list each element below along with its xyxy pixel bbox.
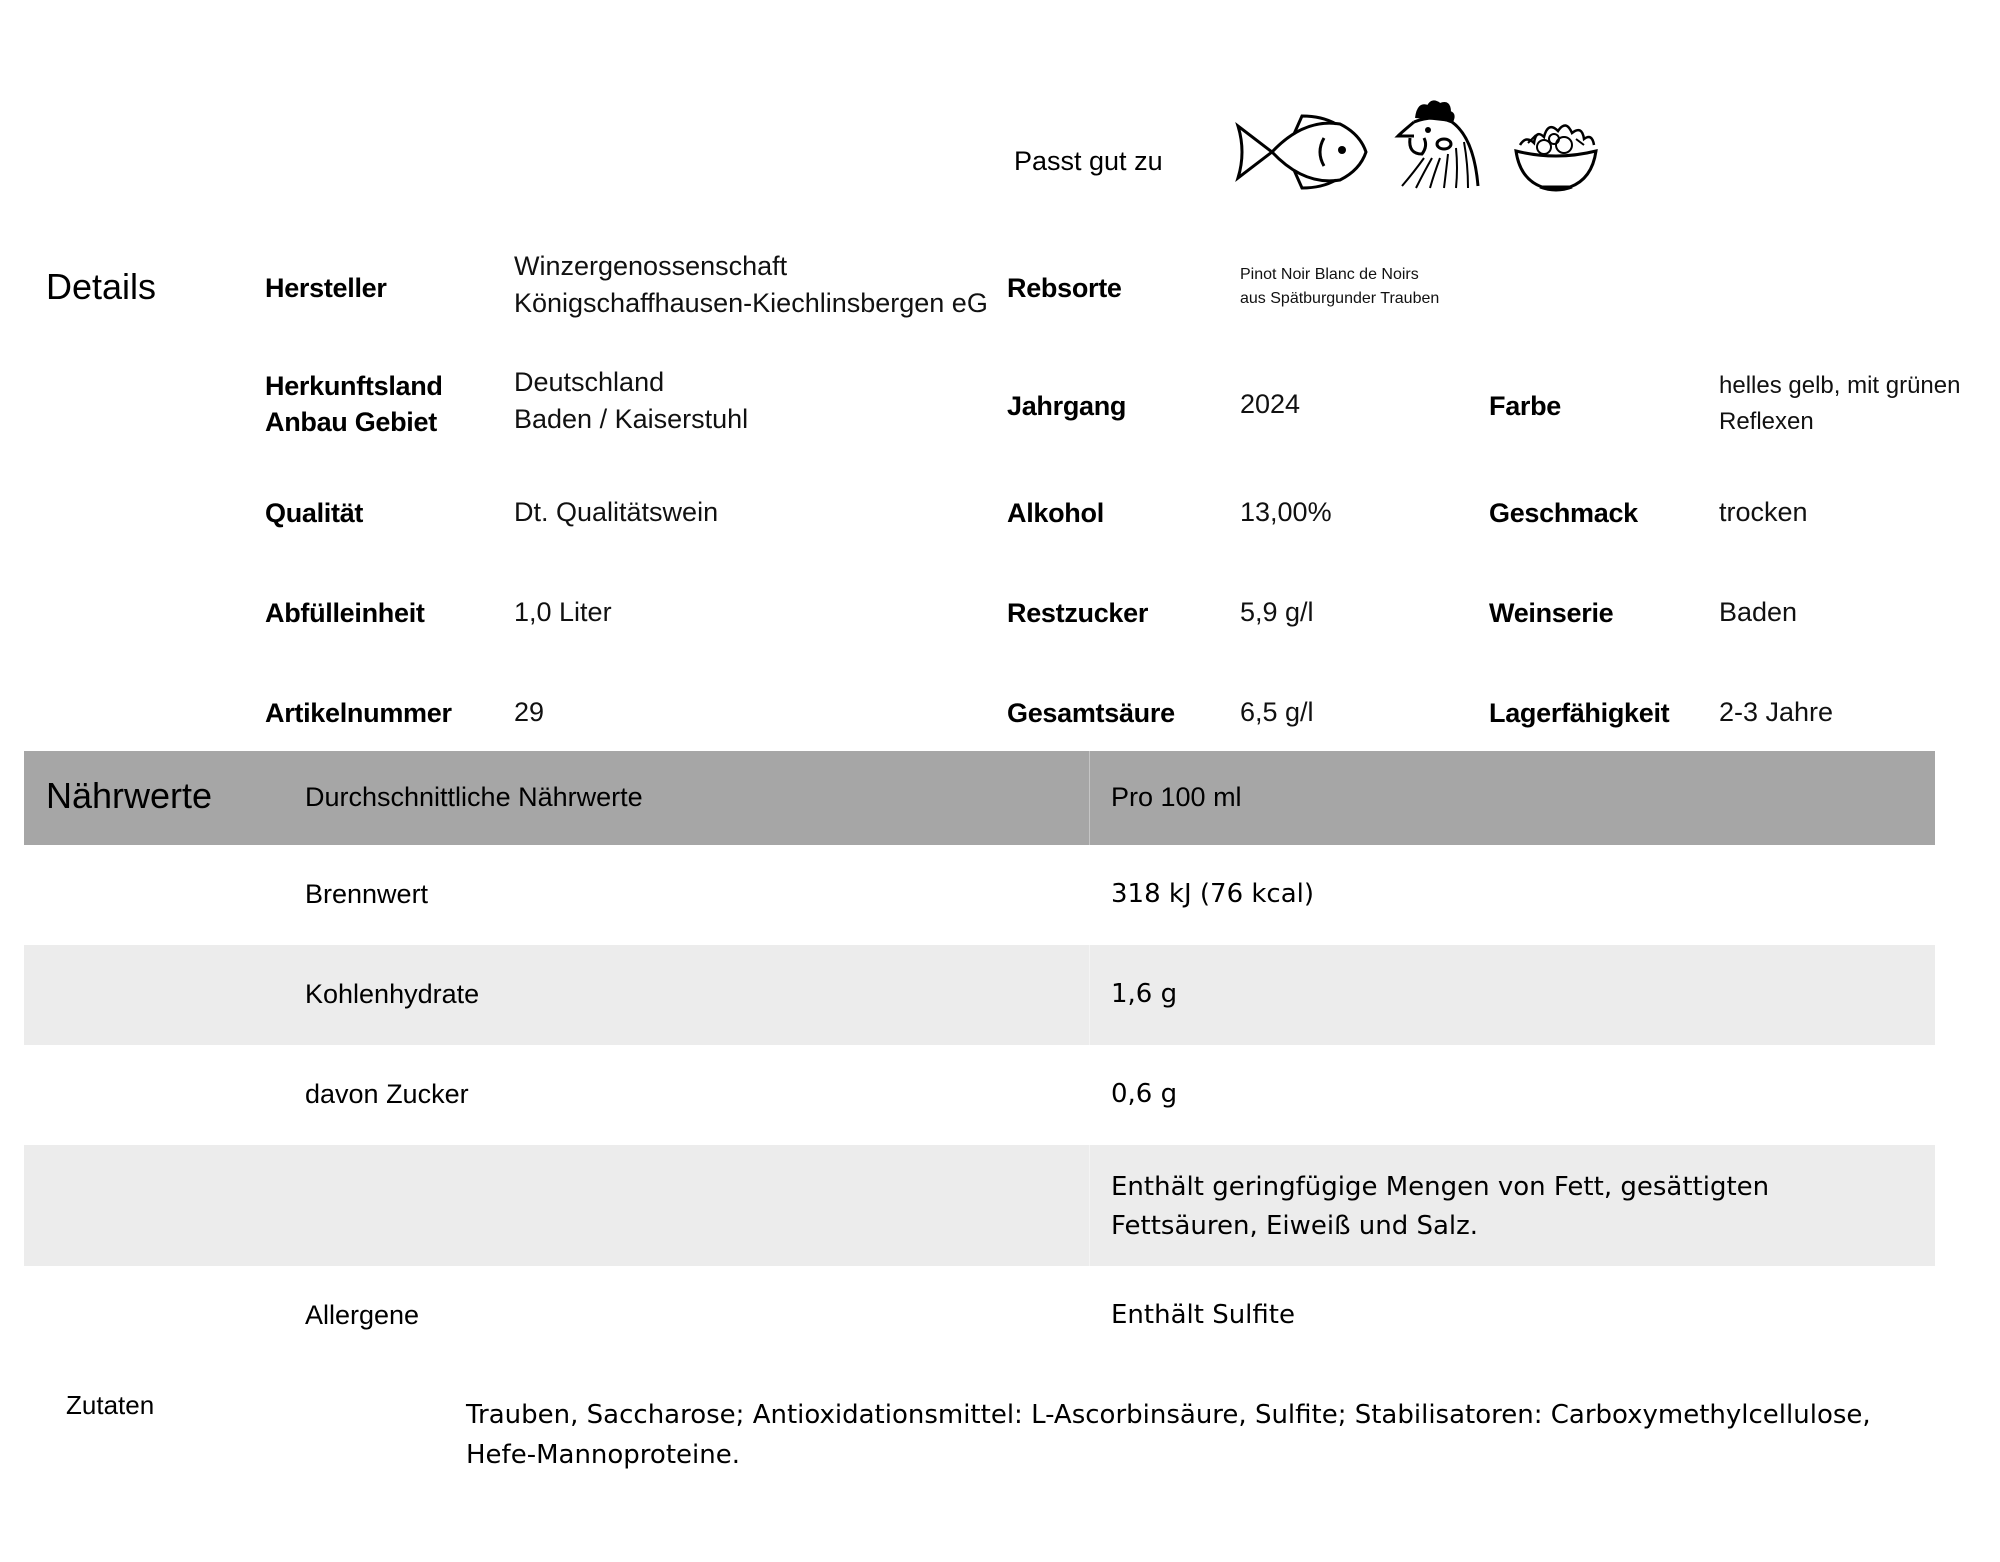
pairing-title: Passt gut zu (1014, 146, 1163, 176)
fish-icon (1232, 112, 1368, 192)
rebsorte-label: Rebsorte (1007, 273, 1122, 303)
herkunft-label (265, 368, 443, 440)
ingredients-title: Zutaten (66, 1390, 155, 1420)
gesamtsaeure-label: Gesamtsäure (1007, 698, 1175, 728)
restzucker-label: Restzucker (1007, 598, 1149, 628)
abfuelleinheit-value: 1,0 Liter (514, 597, 612, 627)
ingredients-text: Trauben, Saccharose; Antioxidationsmittel: L-Ascorbinsäure, Sulfite; Stabilisatoren: Carboxymethylcellulose, Hefe-Mannoproteine. (466, 1400, 1871, 1470)
hersteller-value-line2: Königschaffhausen-Kiechlinsbergen eG (514, 288, 988, 318)
alkohol-label: Alkohol (1007, 498, 1104, 528)
anbaugebiet-label: Anbau Gebiet (265, 407, 437, 437)
hersteller-value-line1: Winzergenossenschaft (514, 251, 788, 281)
jahrgang-value: 2024 (1240, 389, 1301, 419)
farbe-value (1719, 368, 1960, 440)
nutrient-value: 1,6 g (1111, 979, 1178, 1009)
weinserie-label: Weinserie (1489, 598, 1614, 628)
table-row (24, 1266, 1935, 1360)
gesamtsaeure-value: 6,5 g/l (1240, 697, 1314, 727)
rebsorte-value (1240, 263, 1439, 311)
table-row (24, 1045, 1935, 1145)
rebsorte-value-line2: aus Spätburgunder Trauben (1240, 290, 1440, 307)
herkunftsland-value: Deutschland (514, 367, 665, 397)
nutrient-label: Kohlenhydrate (305, 979, 480, 1009)
nutrition-header-col1: Durchschnittliche Nährwerte (305, 782, 643, 812)
geschmack-label: Geschmack (1489, 498, 1638, 528)
nutrient-label: Brennwert (305, 879, 429, 909)
geschmack-value: trocken (1719, 497, 1808, 527)
table-row (24, 1145, 1935, 1266)
table-row (24, 945, 1935, 1045)
farbe-value-line1: helles gelb, mit grünen (1719, 372, 1961, 399)
abfuelleinheit-label: Abfülleinheit (265, 598, 425, 628)
restzucker-value: 5,9 g/l (1240, 597, 1314, 627)
nutrient-note: Enthält geringfügige Mengen von Fett, gesättigten Fettsäuren, Eiweiß und Salz. (1111, 1172, 1770, 1241)
allergen-value: Enthält Sulfite (1111, 1300, 1295, 1330)
allergen-label: Allergene (305, 1300, 420, 1330)
artikelnummer-label: Artikelnummer (265, 698, 452, 728)
artikelnummer-value: 29 (514, 697, 545, 727)
herkunft-value (514, 364, 748, 438)
farbe-value-line2: Reflexen (1719, 408, 1814, 435)
nutrition-table (24, 751, 1935, 1360)
hersteller-value (514, 248, 988, 322)
farbe-label: Farbe (1489, 391, 1562, 421)
nutrition-title: Nährwerte (46, 775, 213, 816)
chicken-icon (1394, 98, 1484, 190)
rebsorte-value-line1: Pinot Noir Blanc de Noirs (1240, 266, 1419, 283)
herkunftsland-label: Herkunftsland (265, 371, 443, 401)
lagerfaehigkeit-label: Lagerfähigkeit (1489, 698, 1670, 728)
weinserie-value: Baden (1719, 597, 1798, 627)
nutrient-label: davon Zucker (305, 1079, 469, 1109)
nutrient-value: 0,6 g (1111, 1079, 1178, 1109)
hersteller-label: Hersteller (265, 273, 387, 303)
qualitaet-label: Qualität (265, 498, 364, 528)
anbaugebiet-value: Baden / Kaiserstuhl (514, 404, 749, 434)
details-title: Details (46, 266, 157, 307)
nutrient-value: 318 kJ (76 kcal) (1111, 879, 1315, 909)
jahrgang-label: Jahrgang (1007, 391, 1127, 421)
table-row (24, 845, 1935, 945)
lagerfaehigkeit-value: 2-3 Jahre (1719, 697, 1834, 727)
nutrition-header-col2: Pro 100 ml (1111, 782, 1242, 812)
qualitaet-value: Dt. Qualitätswein (514, 497, 719, 527)
salad-bowl-icon (1510, 115, 1602, 193)
alkohol-value: 13,00% (1240, 497, 1332, 527)
nutrition-header-row (24, 751, 1935, 845)
